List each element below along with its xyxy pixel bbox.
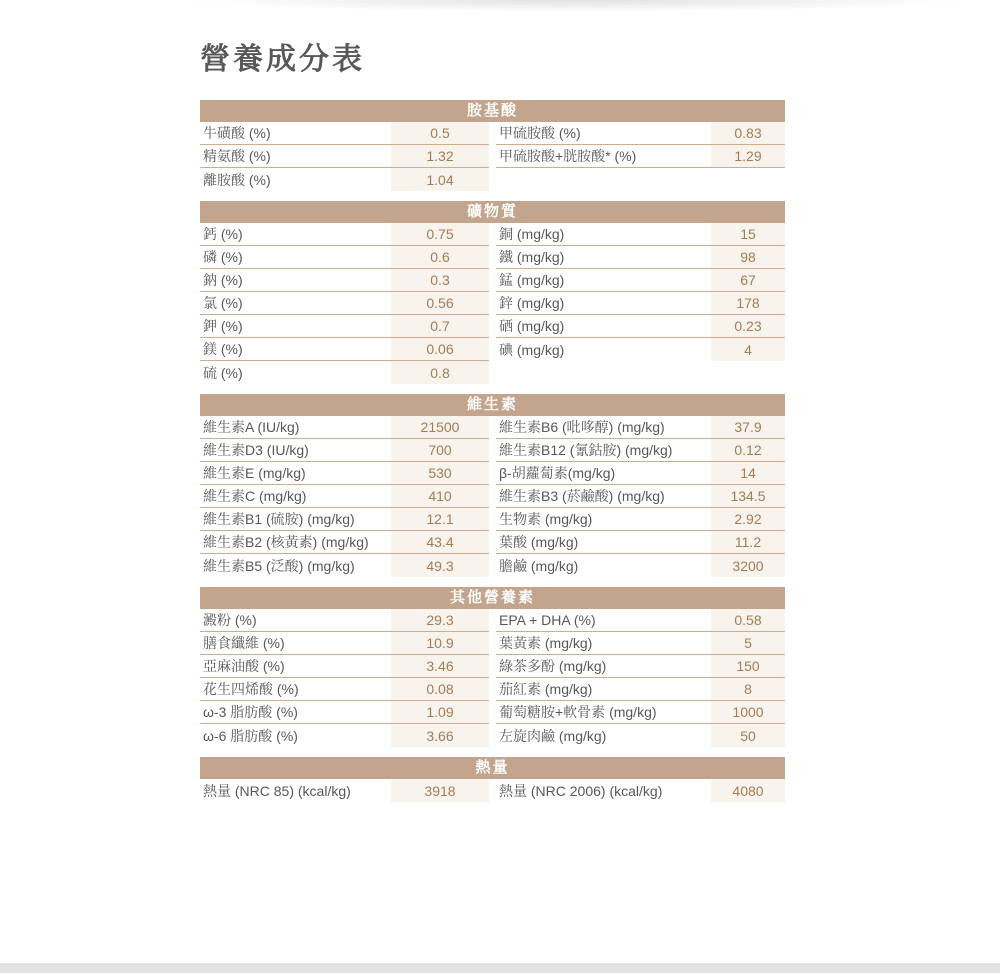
row-label: 牛磺酸 (%) [203,125,271,141]
row-value: 0.06 [391,338,489,360]
row-label: 澱粉 (%) [203,612,257,628]
table-row [200,779,489,802]
section-header: 維生素 [200,394,785,416]
bottom-divider [0,963,1000,973]
section-body [200,609,785,747]
row-label: 茄紅素 (mg/kg) [499,681,593,697]
row-value: 0.6 [391,246,489,268]
table-row [200,554,489,577]
row-value: 8 [711,678,785,700]
table-row [496,462,785,485]
row-value: 410 [391,485,489,507]
row-label: 維生素A (IU/kg) [203,419,300,435]
table-row [496,655,785,678]
section-body [200,223,785,384]
row-label: 鉀 (%) [203,318,243,334]
row-label: 葉酸 (mg/kg) [499,534,579,550]
row-value: 4 [711,338,785,361]
row-value: 178 [711,292,785,314]
table-row [496,531,785,554]
row-label: EPA + DHA (%) [499,612,596,628]
section-right-column [496,609,785,747]
table-row [496,701,785,724]
row-value: 49.3 [391,554,489,577]
row-value: 15 [711,223,785,245]
row-value: 0.5 [391,122,489,144]
row-label: 左旋肉鹼 (mg/kg) [499,727,607,744]
row-label: 硒 (mg/kg) [499,318,565,334]
row-label: 葉黃素 (mg/kg) [499,635,593,651]
table-row [496,122,785,145]
row-label: 亞麻油酸 (%) [203,658,285,674]
table-row [496,779,785,802]
row-label: 維生素C (mg/kg) [203,488,307,504]
row-value: 1.32 [391,145,489,167]
row-value: 700 [391,439,489,461]
table-row [496,609,785,632]
row-value: 1000 [711,701,785,723]
row-value: 0.58 [711,609,785,631]
table-row [496,554,785,577]
row-value: 67 [711,269,785,291]
table-row [200,632,489,655]
row-label: 維生素B5 (泛酸) (mg/kg) [203,557,355,574]
table-row [200,508,489,531]
row-value: 43.4 [391,531,489,553]
section-body [200,122,785,191]
row-label: 葡萄糖胺+軟骨素 (mg/kg) [499,704,657,720]
section-body [200,779,785,802]
row-value: 10.9 [391,632,489,654]
row-label: 硫 (%) [203,364,243,381]
row-label: 維生素B3 (菸鹼酸) (mg/kg) [499,488,665,504]
table-row [200,168,489,191]
row-value: 0.3 [391,269,489,291]
table-row [200,122,489,145]
row-value: 134.5 [711,485,785,507]
row-value: 0.8 [391,361,489,384]
row-label: 維生素B12 (氰鈷胺) (mg/kg) [499,442,673,458]
table-row [496,292,785,315]
row-label: 維生素D3 (IU/kg) [203,442,309,458]
table-row [200,416,489,439]
row-label: 錳 (mg/kg) [499,272,565,288]
row-value: 0.08 [391,678,489,700]
table-row [200,462,489,485]
row-value: 3.46 [391,655,489,677]
table-row [200,531,489,554]
section-right-column [496,779,785,802]
section-header: 胺基酸 [200,100,785,122]
section-left-column [200,609,489,747]
section-header: 其他營養素 [200,587,785,609]
table-row [496,508,785,531]
row-value: 14 [711,462,785,484]
table-row [200,269,489,292]
row-label: 離胺酸 (%) [203,171,271,188]
table-row [200,655,489,678]
row-label: β-胡蘿蔔素(mg/kg) [499,465,616,481]
section-left-column [200,416,489,577]
table-row [200,315,489,338]
row-value: 2.92 [711,508,785,530]
row-value: 0.7 [391,315,489,337]
table-row [200,439,489,462]
section-left-column [200,223,489,384]
row-label: 綠茶多酚 (mg/kg) [499,658,607,674]
row-value: 1.09 [391,701,489,723]
table-row [200,361,489,384]
row-value: 3.66 [391,724,489,747]
row-label: 鎂 (%) [203,341,243,357]
row-value: 37.9 [711,416,785,438]
row-label: 甲硫胺酸 (%) [499,125,581,141]
row-value: 50 [711,724,785,747]
row-label: ω-6 脂肪酸 (%) [203,727,298,744]
row-label: 維生素B2 (核黃素) (mg/kg) [203,534,369,550]
row-label: 維生素E (mg/kg) [203,465,306,481]
table-row [496,269,785,292]
row-value: 0.83 [711,122,785,144]
row-value: 3918 [391,779,489,802]
table-row [200,701,489,724]
row-label: 磷 (%) [203,249,243,265]
table-row [496,315,785,338]
row-value: 0.56 [391,292,489,314]
table-row [496,145,785,168]
table-row [200,338,489,361]
row-value: 5 [711,632,785,654]
table-section [200,201,785,384]
section-right-column [496,122,785,168]
table-section [200,394,785,577]
row-label: 生物素 (mg/kg) [499,511,593,527]
table-row [200,246,489,269]
row-value: 1.04 [391,168,489,191]
row-label: ω-3 脂肪酸 (%) [203,704,298,720]
row-label: 鋅 (mg/kg) [499,295,565,311]
row-value: 12.1 [391,508,489,530]
table-row [200,485,489,508]
row-label: 熱量 (NRC 2006) (kcal/kg) [499,782,663,799]
table-row [496,246,785,269]
nutrition-table [200,100,785,812]
top-edge-shadow [0,0,1000,16]
row-label: 鈉 (%) [203,272,243,288]
table-row [496,485,785,508]
table-row [200,609,489,632]
row-label: 維生素B1 (硫胺) (mg/kg) [203,511,355,527]
section-header: 熱量 [200,757,785,779]
table-row [496,678,785,701]
row-value: 98 [711,246,785,268]
row-label: 氯 (%) [203,295,243,311]
table-row [496,439,785,462]
row-value: 150 [711,655,785,677]
section-right-column [496,416,785,577]
row-value: 3200 [711,554,785,577]
row-label: 熱量 (NRC 85) (kcal/kg) [203,782,351,799]
section-left-column [200,779,489,802]
table-row [200,145,489,168]
table-row [496,632,785,655]
row-value: 0.75 [391,223,489,245]
section-body [200,416,785,577]
row-label: 花生四烯酸 (%) [203,681,299,697]
row-label: 膽鹼 (mg/kg) [499,557,579,574]
section-right-column [496,223,785,361]
row-label: 碘 (mg/kg) [499,341,565,358]
row-label: 甲硫胺酸+胱胺酸* (%) [499,148,637,164]
row-label: 膳食纖維 (%) [203,635,285,651]
row-value: 1.29 [711,145,785,167]
row-value: 29.3 [391,609,489,631]
table-row [200,292,489,315]
table-section [200,587,785,747]
table-row [496,223,785,246]
row-value: 4080 [711,779,785,802]
table-row [496,416,785,439]
table-row [200,678,489,701]
table-row [200,724,489,747]
page-title: 營養成分表 [200,43,365,76]
row-label: 鈣 (%) [203,226,243,242]
row-value: 0.12 [711,439,785,461]
table-section [200,757,785,802]
table-row [200,223,489,246]
table-row [496,724,785,747]
row-value: 530 [391,462,489,484]
table-section [200,100,785,191]
row-value: 11.2 [711,531,785,553]
row-label: 精氨酸 (%) [203,148,271,164]
row-value: 21500 [391,416,489,438]
row-value: 0.23 [711,315,785,337]
section-left-column [200,122,489,191]
table-row [496,338,785,361]
section-header: 礦物質 [200,201,785,223]
row-label: 維生素B6 (吡哆醇) (mg/kg) [499,419,665,435]
row-label: 鐵 (mg/kg) [499,249,565,265]
row-label: 銅 (mg/kg) [499,226,565,242]
